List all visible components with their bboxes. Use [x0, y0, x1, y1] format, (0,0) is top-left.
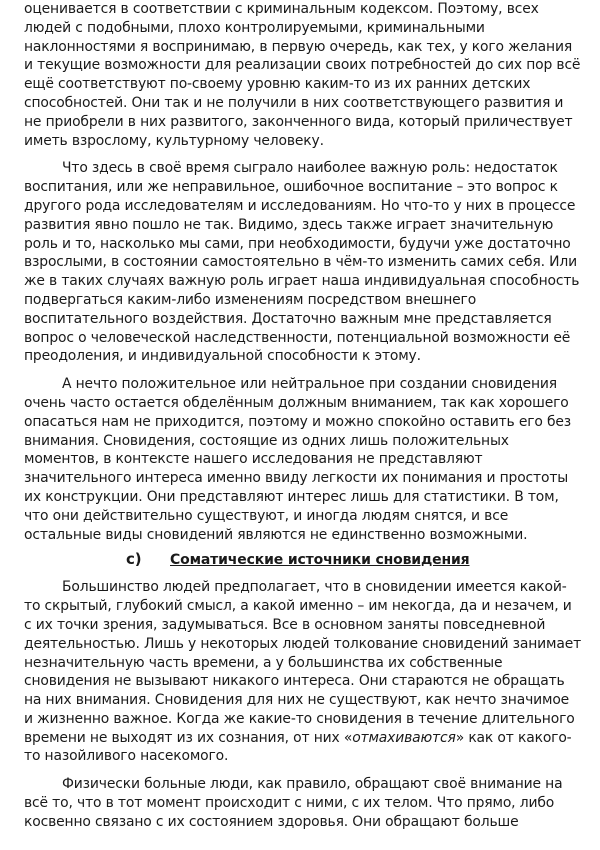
paragraph-4-emphasis: отмахиваются — [352, 729, 456, 746]
paragraph-4-text-end: » как от какого-то назойливого насекомого. — [24, 729, 572, 765]
paragraph-1: оценивается в соответствии с криминальным кодексом. Поэтому, всех людей с подобными, плохо контролируемыми, криминальными наклонностями я воспринимаю, в первую очередь, как тех, у кого желания и текущие возможности для реализации своих потребностей до сих пор всё ещё соответствуют по-своему уровню каким-то из их ранних детских способностей. Они так и не получили в них соответствующего развития и не приобрели в них развитого, законченного вида, который приличествует иметь взрослому, культурному человеку. — [24, 1, 581, 149]
section-title: Соматические источники сновидения — [170, 552, 470, 569]
paragraph-5: Физически больные люди, как правило, обращают своё внимание на всё то, что в тот момент происходит с ними, с их телом. Что прямо, либо косвенно связано с их состоянием здоровья. Они обращают больше — [24, 776, 563, 830]
section-number: c) — [126, 550, 142, 569]
paragraph-2: Что здесь в своё время сыграло наиболее важную роль: недостаток воспитания, или же неправильное, ошибочное воспитание – это вопрос к другого рода исследователям и исследованиям. Но что-то у них в процессе развития явно пошло не так. Видимо, здесь также играет значительную роль и то, насколько мы сами, при необходимости, будучи уже достаточно взрослыми, в состоянии самостоятельно в чём-то изменить самих себя. Или же в таких случаях важную роль играет наша индивидуальная способность подвергаться каким-либо изменениям посредством внешнего воспитательного воздействия. Достаточно важным мне представляется вопрос о человеческой наследственности, потенциальной возможности её преодоления, и индивидуальной способности к этому. — [24, 160, 580, 365]
section-heading — [24, 550, 582, 574]
paragraph-3: А нечто положительное или нейтральное при создании сновидения очень часто остается обделённым должным вниманием, так как хорошего опасаться нам не приходится, поэтому и можно спокойно оставить его без внимания. Сновидения, состоящие из одних лишь положительных моментов, в контексте нашего исследования не представляют значительного интереса именно ввиду легкости их понимания и простоты их конструкции. Они представляют интерес лишь для статистики. В том, что они действительно существуют, и иногда людям снятся, и все остальные виды сновидений являются не единственно возможными. — [24, 376, 572, 543]
paragraph-4 — [24, 578, 582, 766]
paragraph-4-text: Большинство людей предполагает, что в сновидении имеется какой-то скрытый, глубокий смысл, а какой именно – им некогда, да и незачем, и с их точки зрения, задумываться. Все в основном заняты повседневной деятельностью. Лишь у некоторых людей толкование сновидений занимает незначительную часть времени, а у большинства их собственные сновидения не вызывают никакого интереса. Они стараются не обращать на них внимания. Сновидения для них не существуют, как нечто значимое и жизненно важное. Когда же какие-то сновидения в течение длительного времени не выходят из их сознания, от них « — [24, 579, 582, 746]
document-page — [24, 0, 582, 832]
